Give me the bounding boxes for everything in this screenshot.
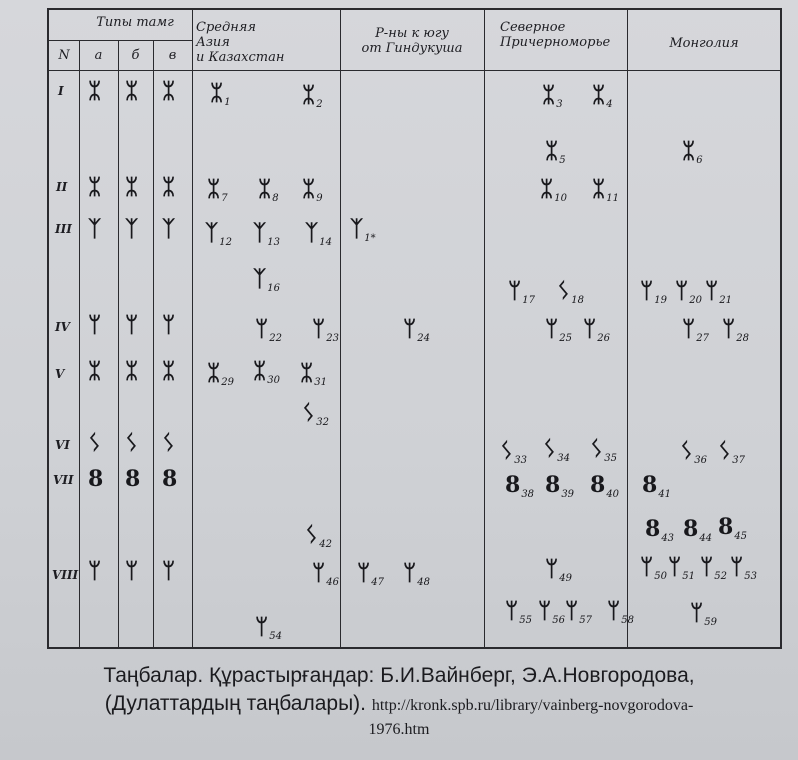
tamga-sign-36: ᛊ$_{36}$ — [680, 438, 707, 466]
tamga-sign-7: $ᛯ_7$ — [207, 176, 228, 204]
tamga-sign-31: $ᛯ_{31}$ — [300, 360, 327, 388]
tamga-number: 53 — [744, 571, 757, 582]
tamga-sign-46: ᛘ$_{46}$ — [312, 560, 339, 588]
tamga-sign-47: ᛘ$_{47}$ — [357, 560, 384, 588]
type-glyph-vii-a: 8 — [88, 466, 104, 492]
row-num-7: VII — [53, 473, 74, 487]
tamga-number: 9 — [316, 193, 323, 204]
tamga-sign-50: ᛘ$_{50}$ — [640, 554, 667, 582]
tamga-sign-35: ᛊ$_{35}$ — [590, 436, 617, 464]
col-line-a — [118, 40, 119, 649]
header-central-asia: Средняя Азия и Казахстан — [196, 20, 285, 65]
tamga-number: 20 — [689, 295, 702, 306]
tamga-number: 46 — [326, 577, 339, 588]
tamga-sign-39: $8_{39}$ — [545, 472, 575, 500]
tamga-number: 40 — [606, 489, 620, 500]
caption-url-part-2[interactable]: 1976.htm — [368, 721, 430, 738]
tamga-table — [47, 8, 782, 649]
row-num-2: II — [56, 180, 68, 194]
tamga-sign-55: ᛘ$_{55}$ — [505, 598, 532, 626]
tamga-sign-54: ᛘ$_{54}$ — [255, 614, 282, 642]
tamga-sign-25: ᛘ$_{25}$ — [545, 316, 572, 344]
tamga-sign-49: ᛘ$_{49}$ — [545, 556, 572, 584]
tamga-number: 1 — [224, 97, 231, 108]
tamga-sign-33: ᛊ$_{33}$ — [500, 438, 527, 466]
tamga-number: 47 — [371, 577, 384, 588]
tamga-number: 35 — [604, 453, 617, 464]
tamga-sign-6: $ᛯ_6$ — [682, 138, 703, 166]
col-line-black-sea — [627, 8, 628, 649]
tamga-number: 39 — [561, 489, 575, 500]
tamga-number: 38 — [521, 489, 535, 500]
caption-url-part-1[interactable]: http://kronk.spb.ru/library/vainberg-novgorodova- — [371, 697, 694, 714]
type-glyph-i-a: ᛯ — [88, 78, 102, 104]
tamga-sign-3: $ᛯ_3$ — [542, 82, 563, 110]
type-glyph-viii-v: ᛘ — [162, 558, 176, 584]
row-num-6: VI — [55, 438, 70, 452]
type-glyph-viii-a: ᛘ — [88, 558, 102, 584]
header-n: N — [58, 48, 70, 63]
tamga-sign-30: $ᛯ_{30}$ — [253, 358, 280, 386]
tamga-sign-9: $ᛯ_9$ — [302, 176, 323, 204]
header-north-black-sea: Северное Причерноморье — [500, 20, 611, 50]
tamga-sign-8: $ᛯ_8$ — [258, 176, 279, 204]
tamga-sign-38: $8_{38}$ — [505, 472, 535, 500]
tamga-sign-22: ᛘ$_{22}$ — [255, 316, 282, 344]
tamga-number: 41 — [658, 489, 672, 500]
tamga-sign-12: ᛉ$_{12}$ — [205, 220, 232, 248]
tamga-number: 32 — [316, 417, 329, 428]
tamga-sign-59: ᛘ$_{59}$ — [690, 600, 717, 628]
caption — [0, 662, 798, 740]
tamga-number: 28 — [736, 333, 749, 344]
tamga-number: 50 — [654, 571, 667, 582]
tamga-number: 59 — [704, 617, 717, 628]
tamga-number: 7 — [221, 193, 228, 204]
tamga-sign-51: ᛘ$_{51}$ — [668, 554, 695, 582]
tamga-number: 52 — [714, 571, 727, 582]
tamga-sign-58: ᛘ$_{58}$ — [607, 598, 634, 626]
col-line-hindukush — [484, 8, 485, 649]
type-glyph-viii-b: ᛘ — [125, 558, 139, 584]
tamga-number: 24 — [417, 333, 430, 344]
header-b: б — [131, 48, 140, 63]
caption-line-2 — [0, 690, 798, 720]
tamga-number: 44 — [699, 533, 713, 544]
tamga-number: 25 — [559, 333, 572, 344]
tamga-sign-44: $8_{44}$ — [683, 516, 713, 544]
tamga-sign-13: ᛉ$_{13}$ — [253, 220, 280, 248]
tamga-sign-52: ᛘ$_{52}$ — [700, 554, 727, 582]
tamga-sign-26: ᛘ$_{26}$ — [583, 316, 610, 344]
col-line-n — [79, 40, 80, 649]
tamga-number: 17 — [522, 295, 535, 306]
tamga-number: 37 — [732, 455, 745, 466]
tamga-sign-4: $ᛯ_4$ — [592, 82, 613, 110]
type-glyph-iv-b: ᛘ — [125, 312, 139, 338]
tamga-number: 6 — [696, 155, 703, 166]
tamga-number: 27 — [696, 333, 709, 344]
tamga-number: 18 — [571, 295, 584, 306]
tamga-number: 22 — [269, 333, 282, 344]
tamga-number: 29 — [221, 377, 234, 388]
tamga-number: 26 — [597, 333, 610, 344]
type-glyph-v-v: ᛯ — [162, 358, 176, 384]
tamga-sign-11: $ᛯ_{11}$ — [592, 176, 619, 204]
tamga-number: 12 — [219, 237, 232, 248]
tamga-sign-19: ᛘ$_{19}$ — [640, 278, 667, 306]
header-tamga-types: Типы тамг — [96, 15, 174, 30]
tamga-sign-53: ᛘ$_{53}$ — [730, 554, 757, 582]
row-num-4: IV — [55, 320, 70, 334]
tamga-number: 54 — [269, 631, 282, 642]
tamga-number: 49 — [559, 573, 572, 584]
tamga-sign-17: ᛘ$_{17}$ — [508, 278, 535, 306]
tamga-number: 21 — [719, 295, 732, 306]
tamga-sign-32: ᛊ$_{32}$ — [302, 400, 329, 428]
tamga-sign-24: ᛘ$_{24}$ — [403, 316, 430, 344]
tamga-sign-14: ᛉ$_{14}$ — [305, 220, 332, 248]
tamga-sign-1star: ᛉ$_{1*}$ — [350, 216, 376, 244]
tamga-number: 19 — [654, 295, 667, 306]
row-num-1: I — [58, 84, 64, 98]
header-mongolia: Монголия — [669, 36, 739, 51]
tamga-sign-23: ᛘ$_{23}$ — [312, 316, 339, 344]
header-sub-rule — [47, 40, 192, 41]
tamga-number: 1* — [364, 233, 376, 244]
tamga-number: 11 — [606, 193, 619, 204]
tamga-number: 51 — [682, 571, 695, 582]
tamga-number: 30 — [267, 375, 280, 386]
tamga-sign-27: ᛘ$_{27}$ — [682, 316, 709, 344]
header-south-hindukush: Р-ны к югу от Гиндукуша — [361, 26, 463, 56]
type-glyph-ii-b: ᛯ — [125, 174, 139, 200]
tamga-sign-28: ᛘ$_{28}$ — [722, 316, 749, 344]
tamga-number: 13 — [267, 237, 280, 248]
row-num-5: V — [55, 367, 65, 381]
type-glyph-iv-v: ᛘ — [162, 312, 176, 338]
tamga-sign-40: $8_{40}$ — [590, 472, 620, 500]
tamga-number: 48 — [417, 577, 430, 588]
tamga-number: 36 — [694, 455, 707, 466]
type-glyph-i-b: ᛯ — [125, 78, 139, 104]
tamga-sign-20: ᛘ$_{20}$ — [675, 278, 702, 306]
tamga-number: 31 — [314, 377, 327, 388]
tamga-sign-5: $ᛯ_5$ — [545, 138, 566, 166]
tamga-sign-48: ᛘ$_{48}$ — [403, 560, 430, 588]
tamga-number: 58 — [621, 615, 634, 626]
tamga-sign-57: ᛘ$_{57}$ — [565, 598, 592, 626]
col-line-types — [192, 8, 193, 649]
type-glyph-vi-a: ᛊ — [88, 430, 102, 456]
tamga-number: 43 — [661, 533, 675, 544]
tamga-sign-37: ᛊ$_{37}$ — [718, 438, 745, 466]
tamga-number: 55 — [519, 615, 532, 626]
type-glyph-v-b: ᛯ — [125, 358, 139, 384]
type-glyph-iii-a: ᛉ — [88, 216, 102, 242]
tamga-sign-42: ᛊ$_{42}$ — [305, 522, 332, 550]
row-num-8: VIII — [52, 568, 79, 582]
tamga-sign-10: $ᛯ_{10}$ — [540, 176, 567, 204]
tamga-number: 56 — [552, 615, 565, 626]
tamga-number: 4 — [606, 99, 613, 110]
tamga-sign-1: $ᛯ_1$ — [210, 80, 231, 108]
tamga-number: 23 — [326, 333, 339, 344]
header-a: а — [94, 48, 103, 63]
tamga-number: 34 — [557, 453, 570, 464]
type-glyph-vi-v: ᛊ — [162, 430, 176, 456]
tamga-sign-41: $8_{41}$ — [642, 472, 672, 500]
type-glyph-v-a: ᛯ — [88, 358, 102, 384]
header-bottom-rule — [47, 70, 782, 71]
header-v: в — [168, 48, 177, 63]
type-glyph-vii-b: 8 — [125, 466, 141, 492]
col-line-central-asia — [340, 8, 341, 649]
tamga-number: 16 — [267, 283, 280, 294]
tamga-number: 33 — [514, 455, 527, 466]
type-glyph-ii-v: ᛯ — [162, 174, 176, 200]
tamga-sign-2: $ᛯ_2$ — [302, 82, 323, 110]
tamga-number: 57 — [579, 615, 592, 626]
tamga-sign-45: $8_{45}$ — [718, 514, 748, 542]
tamga-number: 8 — [272, 193, 279, 204]
type-glyph-vii-v: 8 — [162, 466, 178, 492]
tamga-number: 42 — [319, 539, 332, 550]
tamga-number: 10 — [554, 193, 567, 204]
tamga-sign-56: ᛘ$_{56}$ — [538, 598, 565, 626]
type-glyph-i-v: ᛯ — [162, 78, 176, 104]
type-glyph-ii-a: ᛯ — [88, 174, 102, 200]
col-line-b — [153, 40, 154, 649]
tamga-number: 3 — [556, 99, 563, 110]
tamga-number: 2 — [316, 99, 323, 110]
tamga-number: 45 — [734, 531, 748, 542]
tamga-sign-16: ᛉ$_{16}$ — [253, 266, 280, 294]
tamga-sign-34: ᛊ$_{34}$ — [543, 436, 570, 464]
type-glyph-iii-b: ᛉ — [125, 216, 139, 242]
caption-source-title: (Дулаттардың таңбалары). — [104, 692, 366, 715]
tamga-sign-29: $ᛯ_{29}$ — [207, 360, 234, 388]
tamga-number: 5 — [559, 155, 566, 166]
type-glyph-iv-a: ᛘ — [88, 312, 102, 338]
type-glyph-vi-b: ᛊ — [125, 430, 139, 456]
tamga-number: 14 — [319, 237, 332, 248]
caption-line-1: Таңбалар. Құрастырғандар: Б.И.Вайнберг, Э.А.Новгородова, — [103, 664, 695, 687]
row-num-3: III — [55, 222, 72, 236]
tamga-sign-43: $8_{43}$ — [645, 516, 675, 544]
tamga-sign-18: ᛊ$_{18}$ — [557, 278, 584, 306]
type-glyph-iii-v: ᛉ — [162, 216, 176, 242]
tamga-sign-21: ᛘ$_{21}$ — [705, 278, 732, 306]
